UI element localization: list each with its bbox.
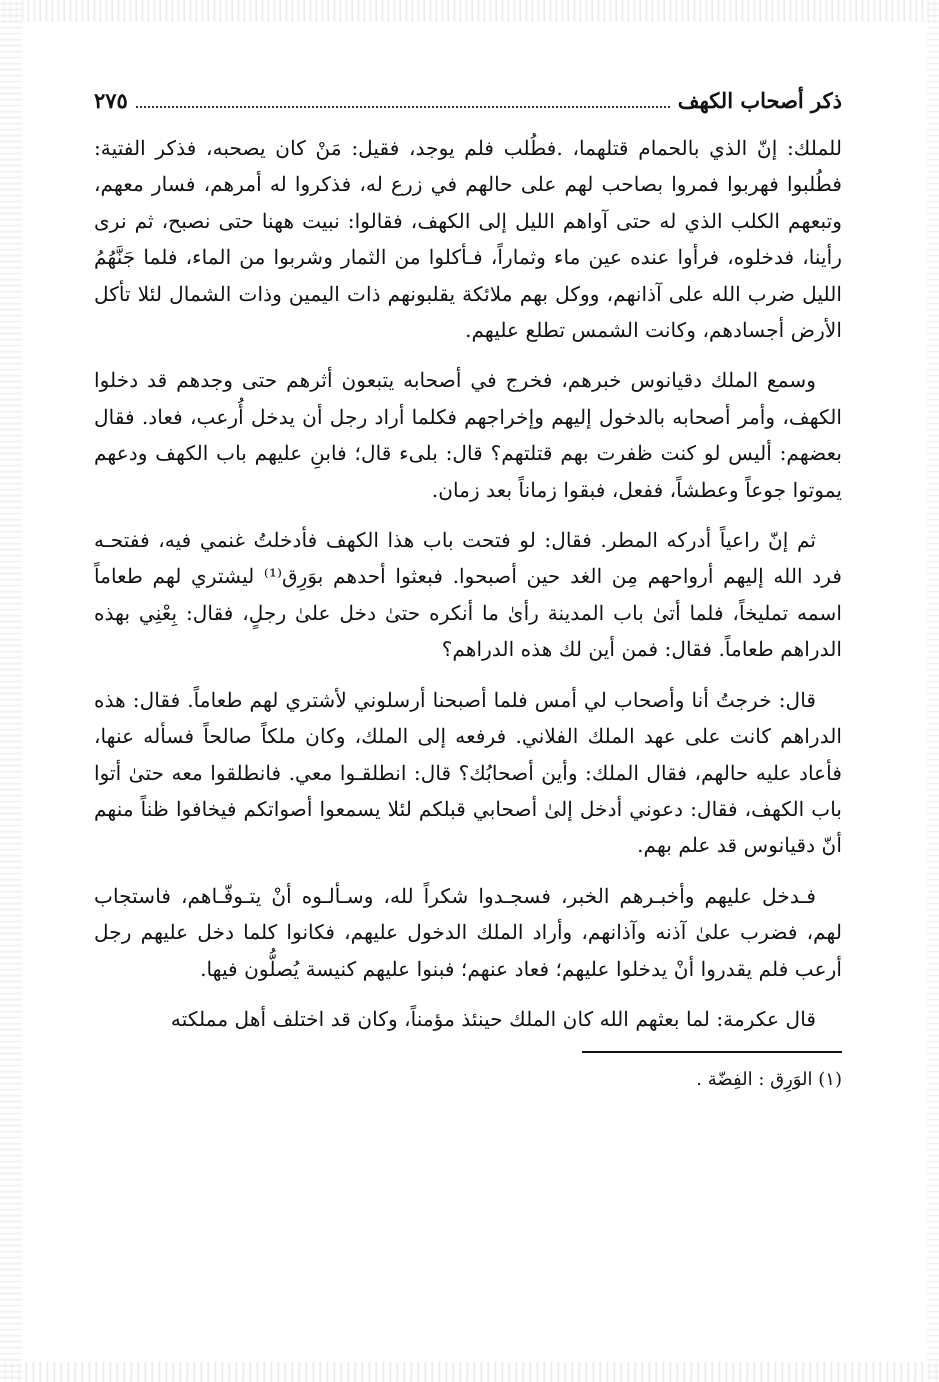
footnote-rule bbox=[582, 1051, 842, 1053]
scan-edge-right bbox=[927, 0, 939, 1382]
scan-edge-top bbox=[0, 0, 939, 22]
book-page bbox=[94, 88, 842, 1093]
chapter-title: ذكر أصحاب الكهف bbox=[677, 88, 842, 113]
paragraph-4: قال: خرجتُ أنا وأصحاب لي أمس فلما أصبحنا أرسلوني لأشتري لهم طعاماً. فقال: هذه الدراهم كانت على عهد الملك الفلاني. فرفعه إلى الملك، وكان ملكاً صالحاً فسأله عنها، فأعاد عليه حالهم، فقال الملك: وأين أصحابُك؟ قال: انطلقـوا معي. فانطلقوا معه حتىٰ أتوا باب الكهف، فقال: دعوني أدخل إلىٰ أصحابي قبلكم لئلا يسمعوا أصواتكم فيخافوا ظناً منهم أنّ دقيانوس قد علم بهم. bbox=[94, 687, 842, 858]
paragraph-3: ثم إنّ راعياً أدركه المطر. فقال: لو فتحت باب هذا الكهف فأدخلتُ غنمي فيه، ففتحـه فرد الله إليهم أرواحهم مِن الغد حين أصبحوا. فبعثوا أحدهم بوَرِق⁽¹⁾ ليشتري لهم طعاماً اسمه تمليخاً، فلما أتىٰ باب المدينة رأىٰ ما أنكره حتىٰ دخل علىٰ رجلٍ، فقال: بِعْنِي بهذه الدراهم طعاماً. فقال: فمن أين لك هذه الدراهم؟ bbox=[94, 528, 842, 662]
paragraph-5: فـدخل عليهم وأخبـرهم الخبر، فسجـدوا شكراً لله، وسـألـوه أنْ يتـوفّـاهم، فاستجاب لهم، فضرب علىٰ آذنه وآذانهم، وأراد الملك الدخول عليهم، فكانوا كلما دخل عليهم رجل أرعب فلم يقدروا أنْ يدخلوا عليهم؛ فعاد عنهم؛ فبنوا عليهم كنيسة يُصلُّون فيها. bbox=[94, 883, 842, 981]
scan-edge-bottom bbox=[0, 1362, 939, 1382]
scan-edge-left bbox=[0, 0, 22, 1382]
leader-dots bbox=[136, 105, 670, 108]
footnote: (١) الوَرِق : الفِضّة . bbox=[696, 1069, 842, 1091]
body-text bbox=[94, 130, 842, 1037]
paragraph-1: للملك: إنّ الذي بالحمام قتلهما، .فطُلب فلم يوجد، فقيل: مَنْ كان يصحبه، فذكر الفتية: فطُلبوا فهربوا فمروا بصاحب لهم على حالهم في زرع له، فذكروا له أمرهم، فسار معهم، وتبعهم الكلب الذي له حتى آواهم الليل إلى الكهف، فقالوا: نبيت ههنا حتى نصبح، ثم نرى رأينا، فدخلوه، فرأوا عنده عين ماء وثماراً، فـأكلوا من الثمار وشربوا من الماء، فلما جَنَّهُمُ الليل ضرب الله على آذانهم، ووكل بهم ملائكة يقلبونهم ذات اليمين وذات الشمال لئلا تأكل الأرض أجسادهم، وكانت الشمس تطلع عليهم. bbox=[94, 136, 842, 343]
paragraph-6: قال عكرمة: لما بعثهم الله كان الملك حينئذ مؤمناً، وكان قد اختلف أهل مملكته bbox=[170, 1006, 816, 1031]
paragraph-2: وسمع الملك دقيانوس خبرهم، فخرج في أصحابه يتبعون أثرهم حتى وجدهم قد دخلوا الكهف، وأمر أصحابه بالدخول إليهم وإخراجهم فكلما أراد رجل أن يدخل أُرعب، فعاد. فقال بعضهم: أليس لو كنت ظفرت بهم قتلتهم؟ قال: بلىء قال؛ فابنِ عليهم باب الكهف ودعهم يموتوا جوعاً وعطشاً، ففعل، فبقوا زماناً بعد زمان. bbox=[94, 368, 842, 502]
running-head bbox=[94, 88, 842, 124]
page-number: ٢٧٥ bbox=[94, 88, 128, 113]
